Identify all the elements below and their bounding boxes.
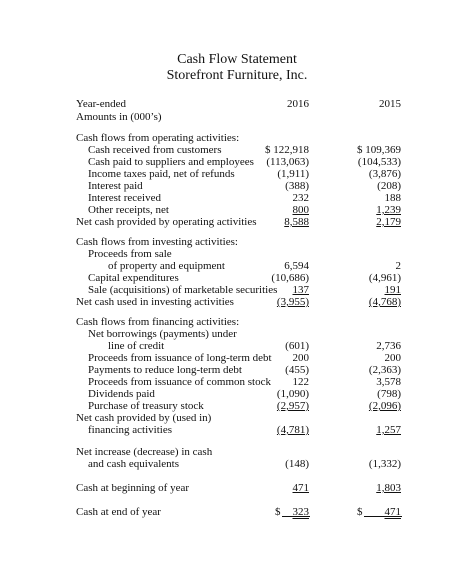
operating-row-2015: $ 109,369 bbox=[357, 144, 401, 156]
financing-row-2015: (798) bbox=[377, 388, 401, 400]
net-increase-2015: (1,332) bbox=[368, 458, 401, 470]
financing-row-2016: 122 bbox=[292, 376, 309, 388]
investing-securities-2016: 137 bbox=[292, 284, 309, 296]
net-increase-2016: (148) bbox=[285, 458, 309, 470]
investing-capex-2016: (10,686) bbox=[271, 272, 309, 284]
rule bbox=[282, 516, 310, 517]
financing-row-label: Proceeds from issuance of long-term debt bbox=[88, 352, 272, 364]
cash-end-2016: 323 bbox=[292, 506, 309, 518]
operating-row-2015: (208) bbox=[377, 180, 401, 192]
company-name: Storefront Furniture, Inc. bbox=[166, 68, 308, 83]
operating-total-2015: 2,179 bbox=[376, 216, 401, 228]
cash-beginning-2015: 1,803 bbox=[376, 482, 401, 494]
operating-row-label: Cash received from customers bbox=[88, 144, 222, 156]
financing-treasury-label: Purchase of treasury stock bbox=[88, 400, 204, 412]
cash-end-dollar-2015: $ bbox=[357, 506, 363, 518]
operating-row-2015: 188 bbox=[384, 192, 401, 204]
financing-row-label: Payments to reduce long-term debt bbox=[88, 364, 242, 376]
financing-total-2015: 1,257 bbox=[376, 424, 401, 436]
rule bbox=[364, 516, 402, 517]
operating-row-label: Income taxes paid, net of refunds bbox=[88, 168, 235, 180]
financing-row-2016: 200 bbox=[292, 352, 309, 364]
amounts-label: Amounts in (000’s) bbox=[76, 111, 162, 123]
financing-total-label: Net cash provided by (used in) bbox=[76, 412, 212, 424]
operating-row-2016: 232 bbox=[292, 192, 309, 204]
investing-capex-2015: (4,961) bbox=[368, 272, 401, 284]
cash-beginning-label: Cash at beginning of year bbox=[76, 482, 190, 494]
financing-treasury-2015: (2,096) bbox=[368, 400, 401, 412]
financing-credit-label: line of credit bbox=[108, 340, 165, 352]
operating-row-2015: (3,876) bbox=[368, 168, 401, 180]
investing-total-2016: (3,955) bbox=[276, 296, 309, 308]
operating-row-2015: (104,533) bbox=[357, 156, 401, 168]
financing-row-label: Dividends paid bbox=[88, 388, 155, 400]
investing-securities-2015: 191 bbox=[384, 284, 401, 296]
investing-property-label: of property and equipment bbox=[108, 260, 225, 272]
financing-treasury-2016: (2,957) bbox=[276, 400, 309, 412]
financing-row-2016: (1,090) bbox=[276, 388, 309, 400]
financing-borrow-label: Net borrowings (payments) under bbox=[88, 328, 237, 340]
investing-property-2015: 2 bbox=[395, 260, 401, 272]
financing-credit-2016: (601) bbox=[285, 340, 309, 352]
financing-row-label: Proceeds from issuance of common stock bbox=[88, 376, 271, 388]
investing-heading: Cash flows from investing activities: bbox=[76, 236, 238, 248]
operating-total-label: Net cash provided by operating activities bbox=[76, 216, 257, 228]
financing-row-2015: 200 bbox=[384, 352, 401, 364]
investing-capex-label: Capital expenditures bbox=[88, 272, 179, 284]
cash-end-label: Cash at end of year bbox=[76, 506, 161, 518]
column-header-2016: 2016 bbox=[287, 98, 309, 110]
statement-title: Cash Flow Statement bbox=[177, 52, 297, 67]
investing-total-2015: (4,768) bbox=[368, 296, 401, 308]
operating-row-label: Interest received bbox=[88, 192, 161, 204]
financing-credit-2015: 2,736 bbox=[376, 340, 401, 352]
financing-row-2015: (2,363) bbox=[368, 364, 401, 376]
operating-row-label: Interest paid bbox=[88, 180, 143, 192]
column-header-2015: 2015 bbox=[379, 98, 401, 110]
operating-row-label: Cash paid to suppliers and employees bbox=[88, 156, 254, 168]
operating-row-2015: 1,239 bbox=[376, 204, 401, 216]
investing-securities-label: Sale (acquisitions) of marketable securities bbox=[88, 284, 278, 296]
operating-row-2016: (113,063) bbox=[266, 156, 309, 168]
operating-row-2016: (388) bbox=[285, 180, 309, 192]
operating-heading: Cash flows from operating activities: bbox=[76, 132, 240, 144]
investing-property-2016: 6,594 bbox=[284, 260, 309, 272]
operating-row-label: Other receipts, net bbox=[88, 204, 169, 216]
financing-row-2015: 3,578 bbox=[376, 376, 401, 388]
net-increase-label-cont: and cash equivalents bbox=[88, 458, 180, 470]
operating-total-2016: 8,588 bbox=[284, 216, 309, 228]
cash-end-2015: 471 bbox=[384, 506, 401, 518]
net-increase-label: Net increase (decrease) in cash bbox=[76, 446, 213, 458]
cash-beginning-2016: 471 bbox=[292, 482, 309, 494]
operating-row-2016: 800 bbox=[292, 204, 309, 216]
financing-heading: Cash flows from financing activities: bbox=[76, 316, 240, 328]
investing-total-label: Net cash used in investing activities bbox=[76, 296, 234, 308]
investing-proceeds-label: Proceeds from sale bbox=[88, 248, 172, 260]
operating-row-2016: $ 122,918 bbox=[265, 144, 309, 156]
cash-end-dollar-2016: $ bbox=[275, 506, 281, 518]
financing-total-label-cont: financing activities bbox=[88, 424, 172, 436]
financing-total-2016: (4,781) bbox=[276, 424, 309, 436]
operating-row-2016: (1,911) bbox=[277, 168, 309, 180]
financing-row-2016: (455) bbox=[285, 364, 309, 376]
year-ended-label: Year-ended bbox=[76, 98, 126, 110]
